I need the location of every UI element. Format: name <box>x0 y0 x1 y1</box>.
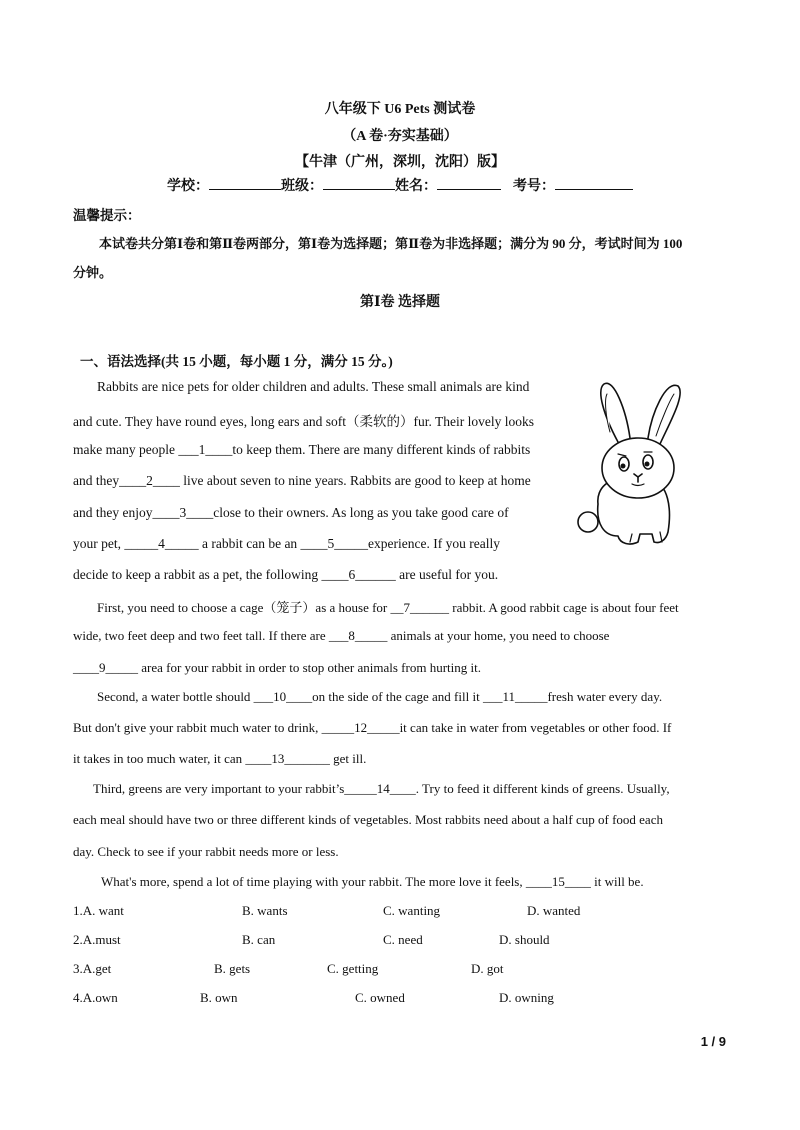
passage-line: First, you need to choose a cage（笼子）as a house for __7______ rabbit. A good rabbit cage is about four feet <box>97 600 679 615</box>
passage-line: Rabbits are nice pets for older children and adults. These small animals are kind <box>97 379 530 394</box>
passage-line: But don't give your rabbit much water to drink, _____12_____it can take in water from vegetables or other food. If <box>73 720 672 735</box>
section-title: 第Ⅰ卷 选择题 <box>359 295 441 310</box>
q4-option-b[interactable]: B. own <box>200 990 238 1005</box>
passage-line: What's more, spend a lot of time playing with your rabbit. The more love it feels, ____15____ it will be. <box>101 874 644 889</box>
passage-line: decide to keep a rabbit as a pet, the following ____6______ are useful for you. <box>73 567 499 582</box>
notice-text-line2: 分钟。 <box>73 265 113 280</box>
q2-option-b[interactable]: B. can <box>242 932 276 947</box>
passage-line: and cute. They have round eyes, long ears and soft（柔软的）fur. Their lovely looks <box>73 414 535 429</box>
passage-line: make many people ___1____to keep them. There are many different kinds of rabbits <box>73 442 531 457</box>
passage-line: ____9_____ area for your rabbit in order to stop other animals from hurting it. <box>73 660 481 675</box>
q1-option-b[interactable]: B. wants <box>242 903 288 918</box>
passage-line: it takes in too much water, it can ____13_______ get ill. <box>73 751 367 766</box>
q2-option-a[interactable]: 2.A.must <box>73 932 121 947</box>
passage-line: day. Check to see if your rabbit needs more or less. <box>73 844 339 859</box>
q2-option-d[interactable]: D. should <box>499 932 550 947</box>
q1-option-a[interactable]: 1.A. want <box>73 903 124 918</box>
page-number: 1 / 9 <box>700 1034 726 1049</box>
notice-text-line1: 本试卷共分第Ⅰ卷和第Ⅱ卷两部分，第Ⅰ卷为选择题；第Ⅱ卷为非选择题；满分为 90 分，考试时间为 100 <box>99 236 683 251</box>
passage-line: wide, two feet deep and two feet tall. If there are ___8_____ animals at your home, you need to choose <box>73 628 610 643</box>
passage-line: each meal should have two or three different kinds of vegetables. Most rabbits need about a half cup of food each <box>73 812 663 827</box>
q2-option-c[interactable]: C. need <box>383 932 423 947</box>
class-label: 班级： <box>281 179 323 194</box>
notice-label: 温馨提示： <box>73 208 141 223</box>
q3-option-b[interactable]: B. gets <box>214 961 251 976</box>
passage-line: your pet, _____4_____ a rabbit can be an ____5_____experience. If you really <box>73 536 500 551</box>
exam-edition: 【牛津（广州，深圳，沈阳）版】 <box>295 155 505 170</box>
number-blank[interactable] <box>555 177 633 190</box>
name-label: 姓名： <box>395 179 437 194</box>
exam-subtitle: （A 卷·夯实基础） <box>342 129 458 144</box>
q1-option-c[interactable]: C. wanting <box>383 903 441 918</box>
name-blank[interactable] <box>437 177 501 190</box>
class-blank[interactable] <box>323 177 395 190</box>
number-label: 考号： <box>513 179 555 194</box>
q1-option-d[interactable]: D. wanted <box>527 903 581 918</box>
q4-option-c[interactable]: C. owned <box>355 990 405 1005</box>
passage-line: Second, a water bottle should ___10____on the side of the cage and fill it ___11_____fresh water every day. <box>97 689 663 704</box>
school-label: 学校： <box>167 179 209 194</box>
student-info-row <box>0 175 800 195</box>
exam-title: 八年级下 U6 Pets 测试卷 <box>324 102 476 117</box>
passage-line: and they____2____ live about seven to nine years. Rabbits are good to keep at home <box>73 473 531 488</box>
q4-option-a[interactable]: 4.A.own <box>73 990 118 1005</box>
passage-line: Third, greens are very important to your rabbit’s_____14____. Try to feed it different kinds of greens. Usually, <box>93 781 670 796</box>
q3-option-a[interactable]: 3.A.get <box>73 961 112 976</box>
school-blank[interactable] <box>209 177 281 190</box>
q3-option-d[interactable]: D. got <box>471 961 504 976</box>
q3-option-c[interactable]: C. getting <box>327 961 379 976</box>
rabbit-illustration-icon <box>574 376 682 556</box>
q4-option-d[interactable]: D. owning <box>499 990 554 1005</box>
part1-heading: 一、语法选择(共 15 小题，每小题 1 分，满分 15 分。) <box>80 354 393 369</box>
passage-line: and they enjoy____3____close to their owners. As long as you take good care of <box>73 505 509 520</box>
